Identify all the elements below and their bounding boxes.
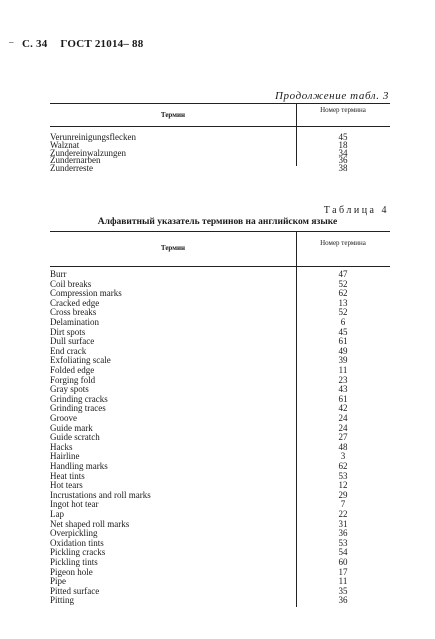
number-cell: 12: [338, 480, 348, 491]
term-cell: Handling marks: [50, 461, 108, 471]
term-cell: Verunreinigungsflecken: [50, 132, 136, 142]
number-cell: 13: [338, 297, 348, 308]
table-row: [50, 587, 390, 596]
number-cell: 27: [338, 432, 348, 443]
number-cell: 52: [338, 278, 348, 289]
number-cell: 35: [338, 585, 348, 596]
number-cell: 24: [338, 413, 348, 423]
table-row: [50, 596, 390, 605]
table-row: [50, 289, 390, 298]
term-cell: Grinding traces: [50, 403, 106, 414]
table-row: [50, 280, 390, 289]
term-cell: Ingot hot tear: [50, 499, 99, 510]
number-cell: 62: [338, 461, 348, 471]
term-cell: Compression marks: [50, 288, 122, 299]
number-cell: 47: [338, 269, 348, 279]
table-row: [50, 366, 390, 375]
table-row: [50, 472, 390, 481]
table-4-header: [50, 231, 390, 267]
term-cell: Cross breaks: [50, 307, 97, 318]
number-cell: 31: [338, 518, 348, 529]
term-cell: Pitting: [50, 595, 75, 606]
number-cell: 11: [338, 365, 348, 375]
table-row: [50, 443, 390, 452]
number-cell: 39: [338, 355, 348, 366]
table-row: [50, 433, 390, 442]
table-label: Таблица 4: [323, 205, 389, 216]
table-row: [50, 529, 390, 538]
term-cell: Oxidation tints: [50, 537, 104, 548]
term-cell: Zunderreste: [50, 163, 93, 174]
margin-dash: –: [9, 37, 14, 47]
number-cell: 43: [338, 384, 348, 395]
table-row: [50, 481, 390, 490]
term-cell: Groove: [50, 413, 77, 423]
term-cell: Hacks: [50, 441, 73, 452]
number-cell: 22: [338, 509, 348, 519]
number-cell: 61: [338, 336, 348, 347]
table-row: [50, 539, 390, 548]
number-cell: 17: [338, 566, 348, 577]
term-cell: Guide scratch: [50, 432, 100, 443]
table-row: [50, 318, 390, 327]
number-cell: 6: [340, 317, 346, 327]
term-cell: Incrustations and roll marks: [50, 489, 151, 500]
number-cell: 29: [338, 489, 348, 500]
term-cell: Burr: [50, 269, 67, 279]
term-cell: Pickling tints: [50, 557, 98, 567]
table-title: Алфавитный указатель терминов на английском языке: [97, 217, 338, 227]
term-cell: Hairline: [50, 451, 80, 462]
number-cell: 24: [338, 422, 348, 433]
page-header: [22, 38, 143, 50]
table-row: [50, 548, 390, 557]
term-cell: Folded edge: [50, 365, 95, 375]
number-cell: 7: [340, 499, 346, 510]
term-cell: Pipe: [50, 576, 67, 587]
table-row: [50, 164, 390, 173]
number-cell: 45: [338, 132, 348, 142]
number-cell: 60: [338, 557, 348, 567]
table-row: [50, 462, 390, 471]
number-cell: 62: [338, 288, 348, 299]
number-cell: 48: [338, 441, 348, 452]
table-row: [50, 558, 390, 567]
table-row: [50, 356, 390, 365]
table-row: [50, 328, 390, 337]
table-row: [50, 510, 390, 519]
term-cell: Delamination: [50, 317, 99, 327]
term-cell: Heat tints: [50, 470, 85, 481]
table-row: [50, 491, 390, 500]
term-cell: Pickling cracks: [50, 547, 106, 558]
col-term-header: Термин: [160, 244, 186, 252]
number-cell: 49: [338, 345, 348, 356]
term-cell: Forging fold: [50, 374, 96, 385]
number-cell: 34: [338, 147, 348, 158]
table-row: [50, 385, 390, 394]
table-row: [50, 452, 390, 461]
term-cell: Zundereinwalzungen: [50, 147, 126, 158]
number-cell: 38: [338, 163, 348, 174]
table-row: [50, 347, 390, 356]
term-cell: Coil breaks: [50, 278, 92, 289]
number-cell: 52: [338, 307, 348, 318]
table-row: [50, 270, 390, 279]
number-cell: 23: [338, 374, 348, 385]
page-number: С. 34: [22, 38, 48, 50]
term-cell: Hot tears: [50, 480, 83, 491]
term-cell: Grinding cracks: [50, 393, 108, 404]
number-cell: 53: [338, 537, 348, 548]
number-cell: 36: [338, 595, 348, 606]
term-cell: Walznat: [50, 139, 80, 150]
term-cell: Zundernarben: [50, 155, 101, 166]
col-term-header: Термин: [160, 111, 186, 119]
continuation-label: Продолжение табл. 3: [275, 90, 389, 102]
number-cell: 45: [338, 326, 348, 337]
number-cell: 36: [338, 528, 348, 539]
number-cell: 42: [338, 403, 348, 414]
term-cell: Cracked edge: [50, 297, 100, 308]
table-3-header: [50, 103, 390, 127]
term-cell: Exfoliating scale: [50, 355, 111, 366]
number-cell: 11: [338, 576, 348, 587]
col-number-header: Номер термина: [320, 106, 366, 114]
table-row: [50, 414, 390, 423]
term-cell: Pitted surface: [50, 585, 100, 596]
table-row: [50, 568, 390, 577]
table-row: [50, 395, 390, 404]
table-row: [50, 308, 390, 317]
table-row: [50, 299, 390, 308]
term-cell: Gray spots: [50, 384, 89, 395]
term-cell: Pigeon hole: [50, 566, 93, 577]
table-4: [50, 231, 390, 611]
term-cell: Lap: [50, 509, 64, 519]
table-row: [50, 577, 390, 586]
table-3: [50, 103, 390, 198]
number-cell: 36: [338, 155, 348, 166]
term-cell: Net shaped roll marks: [50, 518, 130, 529]
table-row: [50, 337, 390, 346]
term-cell: Dull surface: [50, 336, 95, 347]
term-cell: Guide mark: [50, 422, 93, 433]
number-cell: 53: [338, 470, 348, 481]
standard-code: ГОСТ 21014– 88: [60, 38, 144, 50]
term-cell: Dirt spots: [50, 326, 86, 337]
number-cell: 61: [338, 393, 348, 404]
table-row: [50, 376, 390, 385]
table-row: [50, 520, 390, 529]
number-cell: 3: [340, 451, 346, 462]
col-number-header: Номер термина: [320, 239, 366, 247]
number-cell: 18: [338, 139, 348, 150]
term-cell: End crack: [50, 345, 87, 356]
number-cell: 54: [338, 547, 348, 558]
term-cell: Overpickling: [50, 528, 98, 539]
table-row: [50, 404, 390, 413]
table-row: [50, 500, 390, 509]
table-row: [50, 424, 390, 433]
